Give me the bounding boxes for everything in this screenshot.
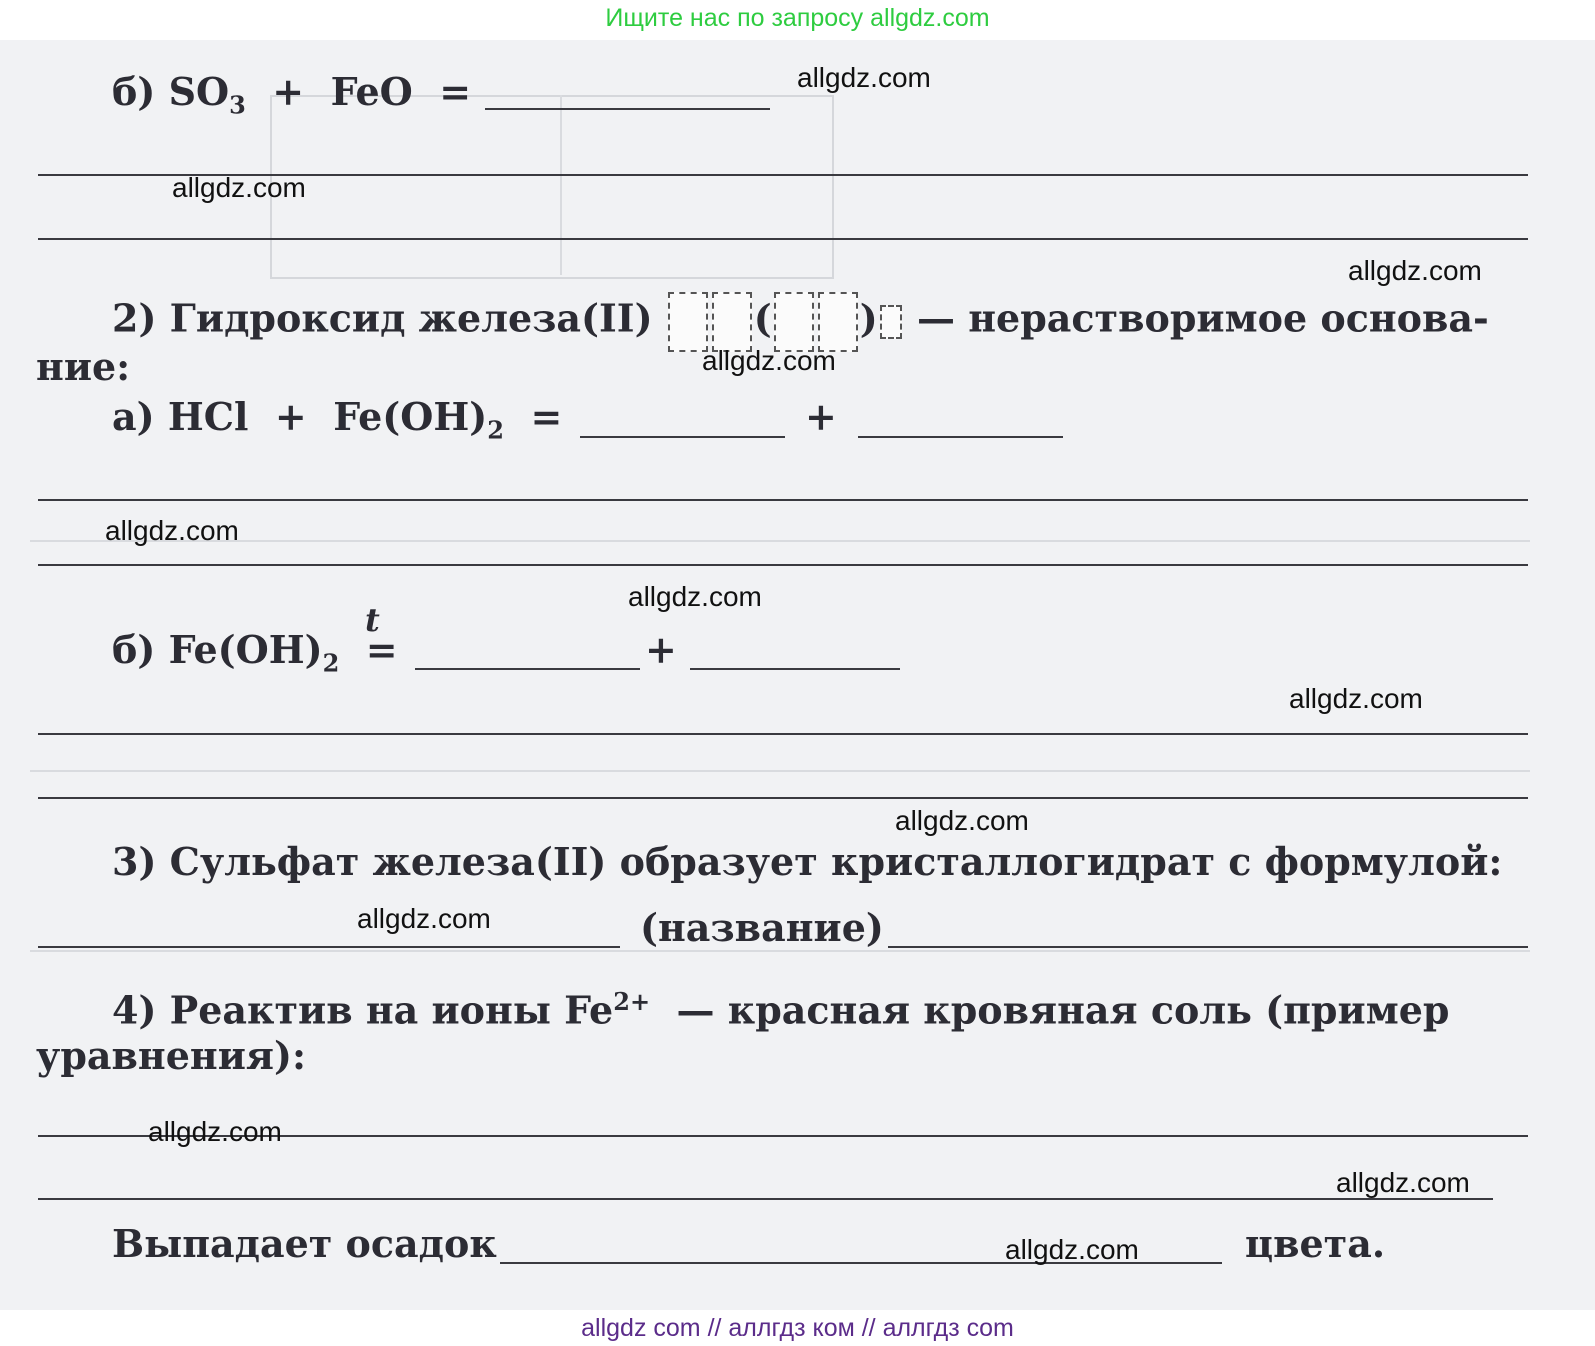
formula-cells[interactable] <box>666 296 917 341</box>
answer-line[interactable] <box>858 436 1063 438</box>
answer-line[interactable] <box>38 1198 1493 1200</box>
formula-hcl: HCl <box>167 394 249 439</box>
formula-so: SO <box>168 69 230 114</box>
equals-sign: = <box>365 627 398 672</box>
workbook-page <box>0 40 1595 1310</box>
answer-line[interactable] <box>38 499 1528 501</box>
formula-feoh: Fe(OH) <box>168 627 323 672</box>
item-number: 2) <box>112 295 157 341</box>
watermark: allgdz.com <box>797 62 931 93</box>
equals-sign: = <box>439 69 472 114</box>
compound-name: Гидроксид железа(II) <box>169 295 653 341</box>
answer-line[interactable] <box>690 668 900 670</box>
item-2-continuation: ние: <box>36 344 131 389</box>
watermark: allgdz.com <box>628 581 762 612</box>
superscript-charge: 2+ <box>613 987 651 1016</box>
paren: ) <box>859 295 878 341</box>
equation-so3-feo <box>112 70 471 128</box>
item-4-line1 <box>112 980 1449 1033</box>
answer-line[interactable] <box>38 946 620 948</box>
plus-sign: + <box>272 69 305 114</box>
subscript: 3 <box>229 90 246 120</box>
watermark: allgdz.com <box>895 805 1029 836</box>
ghost-line <box>30 950 1530 952</box>
formula-cell[interactable] <box>712 292 752 352</box>
equation-feoh2-decomposition <box>112 628 398 686</box>
plus-sign: + <box>274 394 307 439</box>
formula-subscript-cell[interactable] <box>880 305 902 339</box>
item-4-text: 4) Реактив на ионы Fe <box>112 987 614 1033</box>
formula-cell[interactable] <box>774 292 814 352</box>
top-banner: Ищите нас по запросу allgdz.com <box>605 4 990 32</box>
paren: ( <box>753 295 772 341</box>
ghost-line <box>560 95 562 275</box>
bottom-banner: allgdz com // аллгдз ком // аллгдз com <box>581 1314 1014 1342</box>
watermark: allgdz.com <box>105 515 239 546</box>
watermark: allgdz.com <box>357 903 491 934</box>
item-label: а) <box>112 394 155 439</box>
name-label: (название) <box>640 905 884 950</box>
formula-feoh: Fe(OH) <box>333 394 488 439</box>
plus-sign: + <box>645 627 677 672</box>
ghost-line <box>30 540 1530 542</box>
color-label: цвета. <box>1245 1221 1386 1266</box>
item-4-line2: уравнения): <box>36 1033 306 1078</box>
watermark: allgdz.com <box>1336 1167 1470 1198</box>
watermark: allgdz.com <box>1289 683 1423 714</box>
watermark: allgdz.com <box>172 172 306 203</box>
subscript: 2 <box>487 415 504 445</box>
answer-line[interactable] <box>888 946 1528 948</box>
watermark: allgdz.com <box>1005 1234 1139 1265</box>
formula-cell[interactable] <box>818 292 858 352</box>
answer-line[interactable] <box>38 733 1528 735</box>
precipitate-label: Выпадает осадок <box>112 1221 497 1266</box>
equals-sign: = <box>530 394 563 439</box>
answer-line[interactable] <box>580 436 785 438</box>
watermark: allgdz.com <box>702 345 836 376</box>
answer-line[interactable] <box>485 108 770 110</box>
equation-hcl-feoh2 <box>112 395 562 453</box>
item-label: б) <box>112 69 156 114</box>
item-2-heading <box>112 292 1489 352</box>
item-4-text: — красная кровяная соль (пример <box>676 987 1450 1033</box>
answer-line[interactable] <box>415 668 640 670</box>
subscript: 2 <box>322 648 340 678</box>
t-heating-mark: t <box>365 601 380 639</box>
answer-line[interactable] <box>38 238 1528 240</box>
item-label: б) <box>112 627 156 672</box>
formula-cell[interactable] <box>668 292 708 352</box>
watermark: allgdz.com <box>1348 255 1482 286</box>
answer-line[interactable] <box>38 564 1528 566</box>
description: — нерастворимое основа- <box>916 295 1489 341</box>
answer-line[interactable] <box>38 797 1528 799</box>
watermark: allgdz.com <box>148 1116 282 1147</box>
formula-feo: FeO <box>330 69 413 114</box>
item-3-text: 3) Сульфат железа(II) образует кристаллогидрат с формулой: <box>112 839 1503 884</box>
plus-sign: + <box>805 394 837 439</box>
ghost-line <box>30 770 1530 772</box>
